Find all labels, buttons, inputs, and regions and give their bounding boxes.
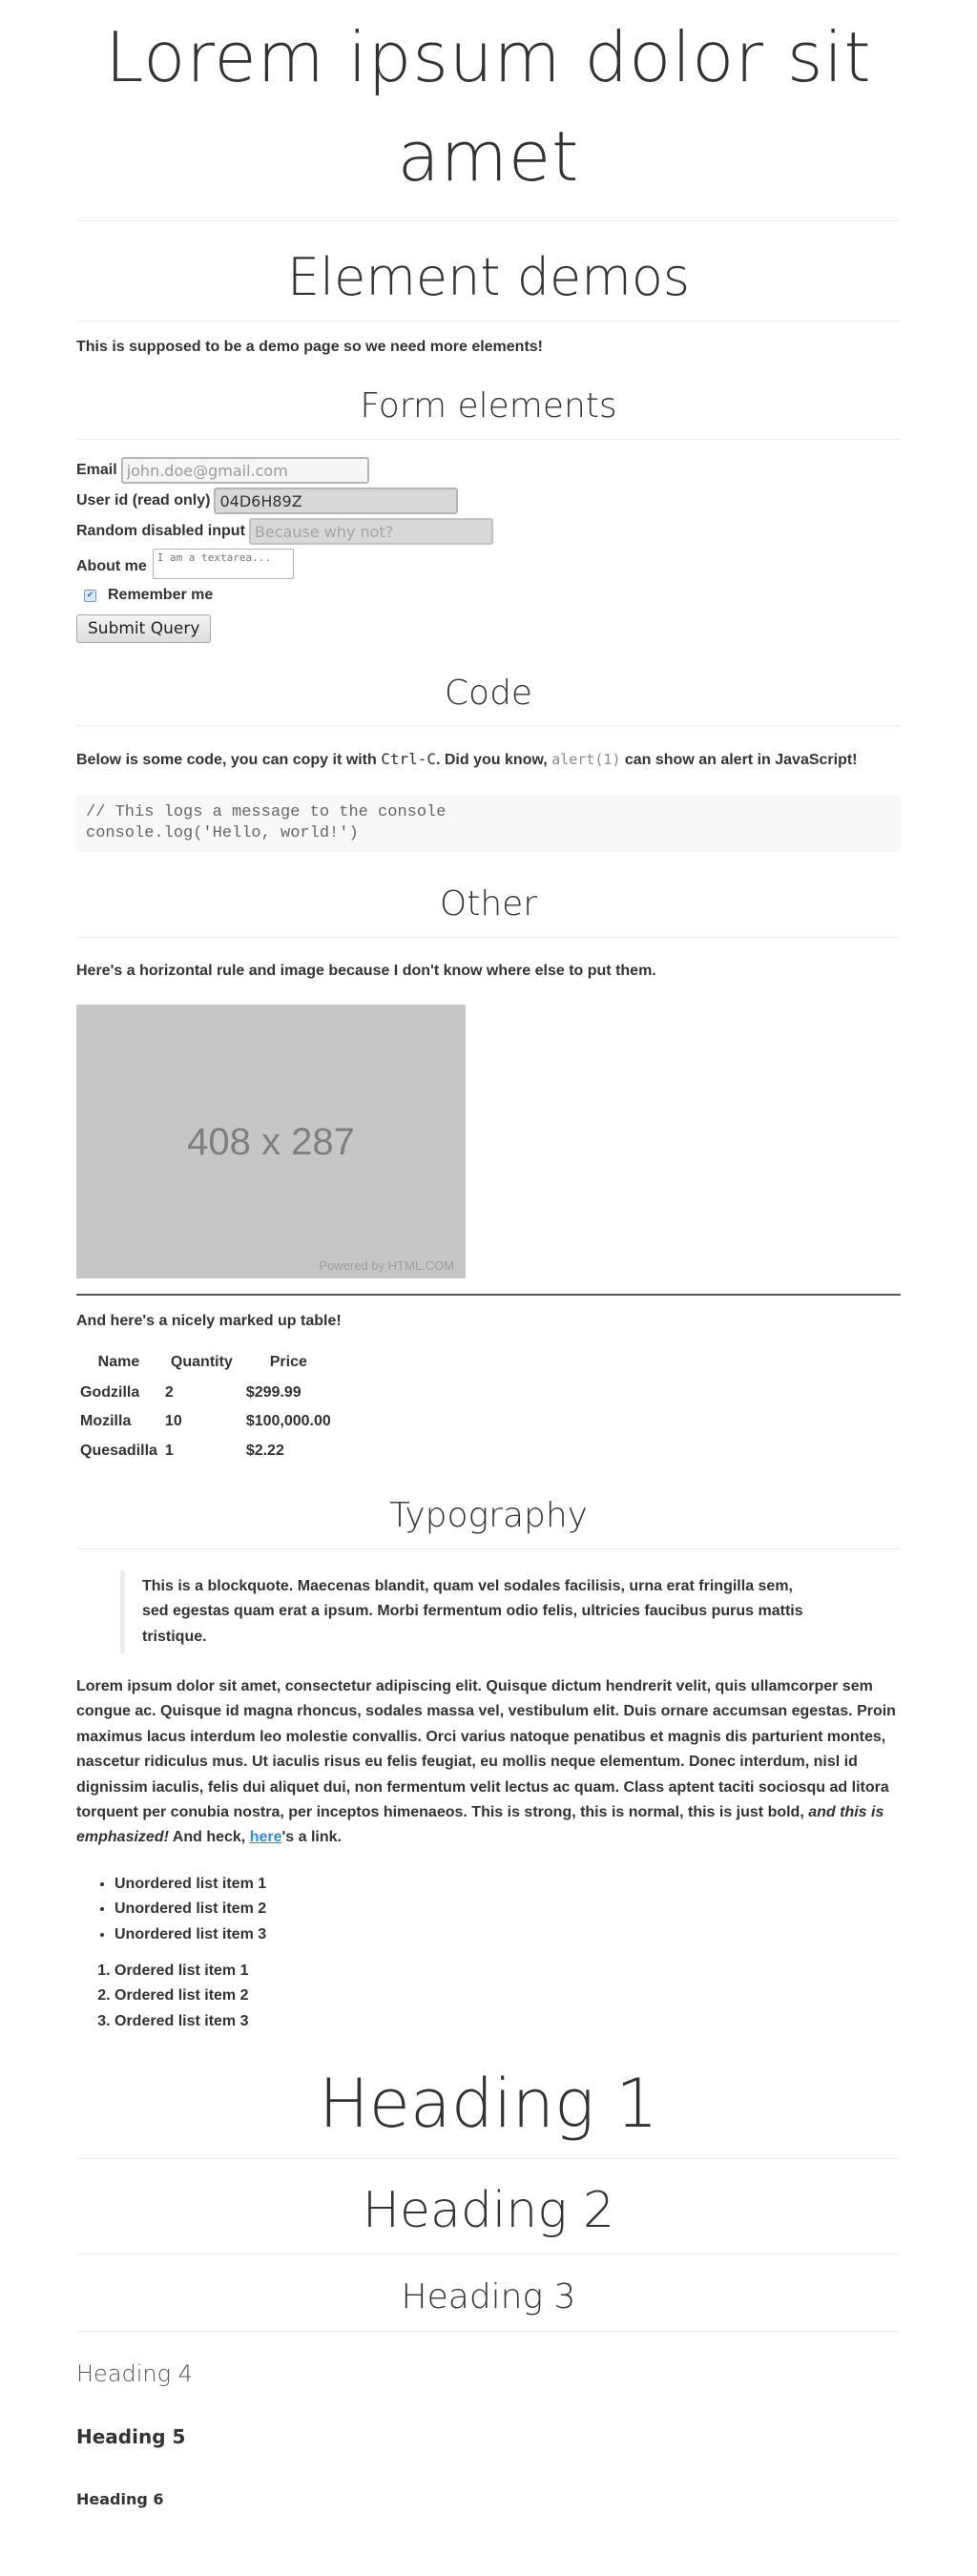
table-intro-text: And here's a nicely marked up table! [76, 1313, 342, 1330]
heading-6: Heading 6 [76, 2490, 164, 2509]
placeholder-image [76, 1005, 466, 1278]
list-item: 2. Ordered list item 2 [114, 1984, 901, 2008]
userid-input[interactable] [214, 488, 458, 514]
blockquote-text: This is a blockquote. Maecenas blandit, quam vel sodales facilisis, urna erat fringilla sem, sed egestas quam erat a ipsum. Morbi fermentum odio felis, ultricies faucibus purus mattis tristique. [142, 1577, 803, 1645]
code-block [76, 795, 901, 852]
table-cell: 1 [164, 1442, 174, 1459]
emphasis-text: and this is emphasized! [76, 1803, 884, 1846]
table-header-row [76, 1348, 335, 1379]
table-cell: Mozilla [80, 1413, 132, 1430]
table-row [76, 1437, 335, 1465]
code-line-1: // This logs a message to the console [86, 802, 447, 821]
table-header-name: Name [97, 1353, 140, 1370]
element-demos-heading: Element demos [76, 221, 901, 322]
here-link[interactable]: here [249, 1829, 282, 1846]
table-header-price: Price [269, 1353, 307, 1370]
heading-2: Heading 2 [76, 2159, 901, 2254]
disabled-input[interactable] [249, 518, 493, 545]
code-intro-text [76, 747, 901, 773]
table-row [76, 1407, 335, 1436]
code-heading: Code [76, 660, 901, 727]
table-cell: $299.99 [245, 1383, 301, 1401]
code-intro-part2: . Did you know, [435, 752, 552, 769]
blockquote [120, 1570, 810, 1653]
image-dimensions-text: 408 x 287 [187, 1121, 355, 1164]
alert-code: alert(1) [551, 751, 621, 769]
list-item: • Unordered list item 3 [114, 1922, 901, 1947]
demo-form [76, 457, 901, 659]
list-item: 1. Ordered list item 1 [114, 1959, 901, 1984]
table-cell: $2.22 [245, 1442, 284, 1459]
email-row [76, 457, 901, 484]
about-label: About me [76, 557, 147, 574]
disabled-label: Random disabled input [76, 522, 245, 539]
about-row [76, 549, 901, 579]
page-title: Lorem ipsum dolor sit amet [76, 8, 901, 221]
heading-3: Heading 3 [76, 2254, 901, 2333]
lorem-paragraph [76, 1674, 901, 1851]
email-input[interactable] [121, 457, 369, 484]
code-line-2: console.log('Hello, world!') [86, 823, 359, 842]
table-cell: Quesadilla [80, 1442, 157, 1459]
other-intro-text: Here's a horizontal rule and image because I don't know where else to put them. [76, 962, 656, 979]
list-item: • Unordered list item 2 [114, 1897, 901, 1922]
disabled-row [76, 518, 901, 545]
heading-1: Heading 1 [76, 2046, 901, 2159]
table-cell: 10 [164, 1413, 182, 1430]
submit-button[interactable]: Submit Query [76, 614, 211, 643]
table-row [76, 1379, 335, 1407]
heading-5: Heading 5 [76, 2425, 186, 2449]
email-label: Email [76, 461, 117, 478]
remember-row[interactable] [84, 583, 901, 608]
after-link-text: 's a link. [281, 1829, 342, 1846]
heading-4: Heading 4 [76, 2360, 193, 2388]
horizontal-rule [76, 1294, 901, 1296]
remember-label: Remember me [108, 587, 214, 604]
demos-intro-text: This is supposed to be a demo page so we need more elements! [76, 338, 544, 355]
table-cell: Godzilla [80, 1383, 140, 1401]
image-powered-text: Powered by HTML.COM [319, 1258, 454, 1274]
after-emphasis-text: And heck, [168, 1829, 250, 1846]
table-header-quantity: Quantity [170, 1353, 233, 1370]
demo-table [76, 1348, 335, 1466]
other-heading: Other [76, 871, 901, 938]
ordered-list [76, 1959, 901, 2034]
form-elements-heading: Form elements [76, 373, 901, 440]
table-cell: $100,000.00 [245, 1413, 331, 1430]
about-textarea[interactable] [153, 549, 294, 579]
unordered-list [76, 1872, 901, 1947]
typography-heading: Typography [76, 1483, 901, 1549]
shortcut-code: Ctrl-C [381, 750, 436, 769]
table-cell: 2 [164, 1383, 174, 1401]
userid-label: User id (read only) [76, 491, 211, 509]
userid-row [76, 488, 901, 514]
code-intro-part3: can show an alert in JavaScript! [620, 752, 858, 769]
remember-checkbox[interactable]: ✔ [84, 590, 96, 602]
code-intro-part1: Below is some code, you can copy it with [76, 752, 382, 769]
page-container [76, 0, 901, 2508]
lorem-paragraph-text: Lorem ipsum dolor sit amet, consectetur adipiscing elit. Quisque dictum hendrerit velit, quis ullamcorper sem congue ac. Quisque id magna rhoncus, sodales massa vel, vestibulum elit. Duis ornare accumsan egestas. Proin maximus lacus interdum leo molestie convallis. Orci varius natoque penatibus et magnis dis parturient montes, nascetur ridiculus mus. Ut iaculis risus eu felis feugiat, eu mollis neque elementum. Donec interdum, nisl id dignissim iaculis, felis dui aliquet dui, non fermentum velit lectus ac quam. Class aptent taciti sociosqu ad litora torquent per conubia nostra, per inceptos himenaeos. This is strong, this is normal, this is just bold, [76, 1678, 896, 1820]
list-item: • Unordered list item 1 [114, 1872, 901, 1897]
list-item: 3. Ordered list item 3 [114, 2009, 901, 2034]
